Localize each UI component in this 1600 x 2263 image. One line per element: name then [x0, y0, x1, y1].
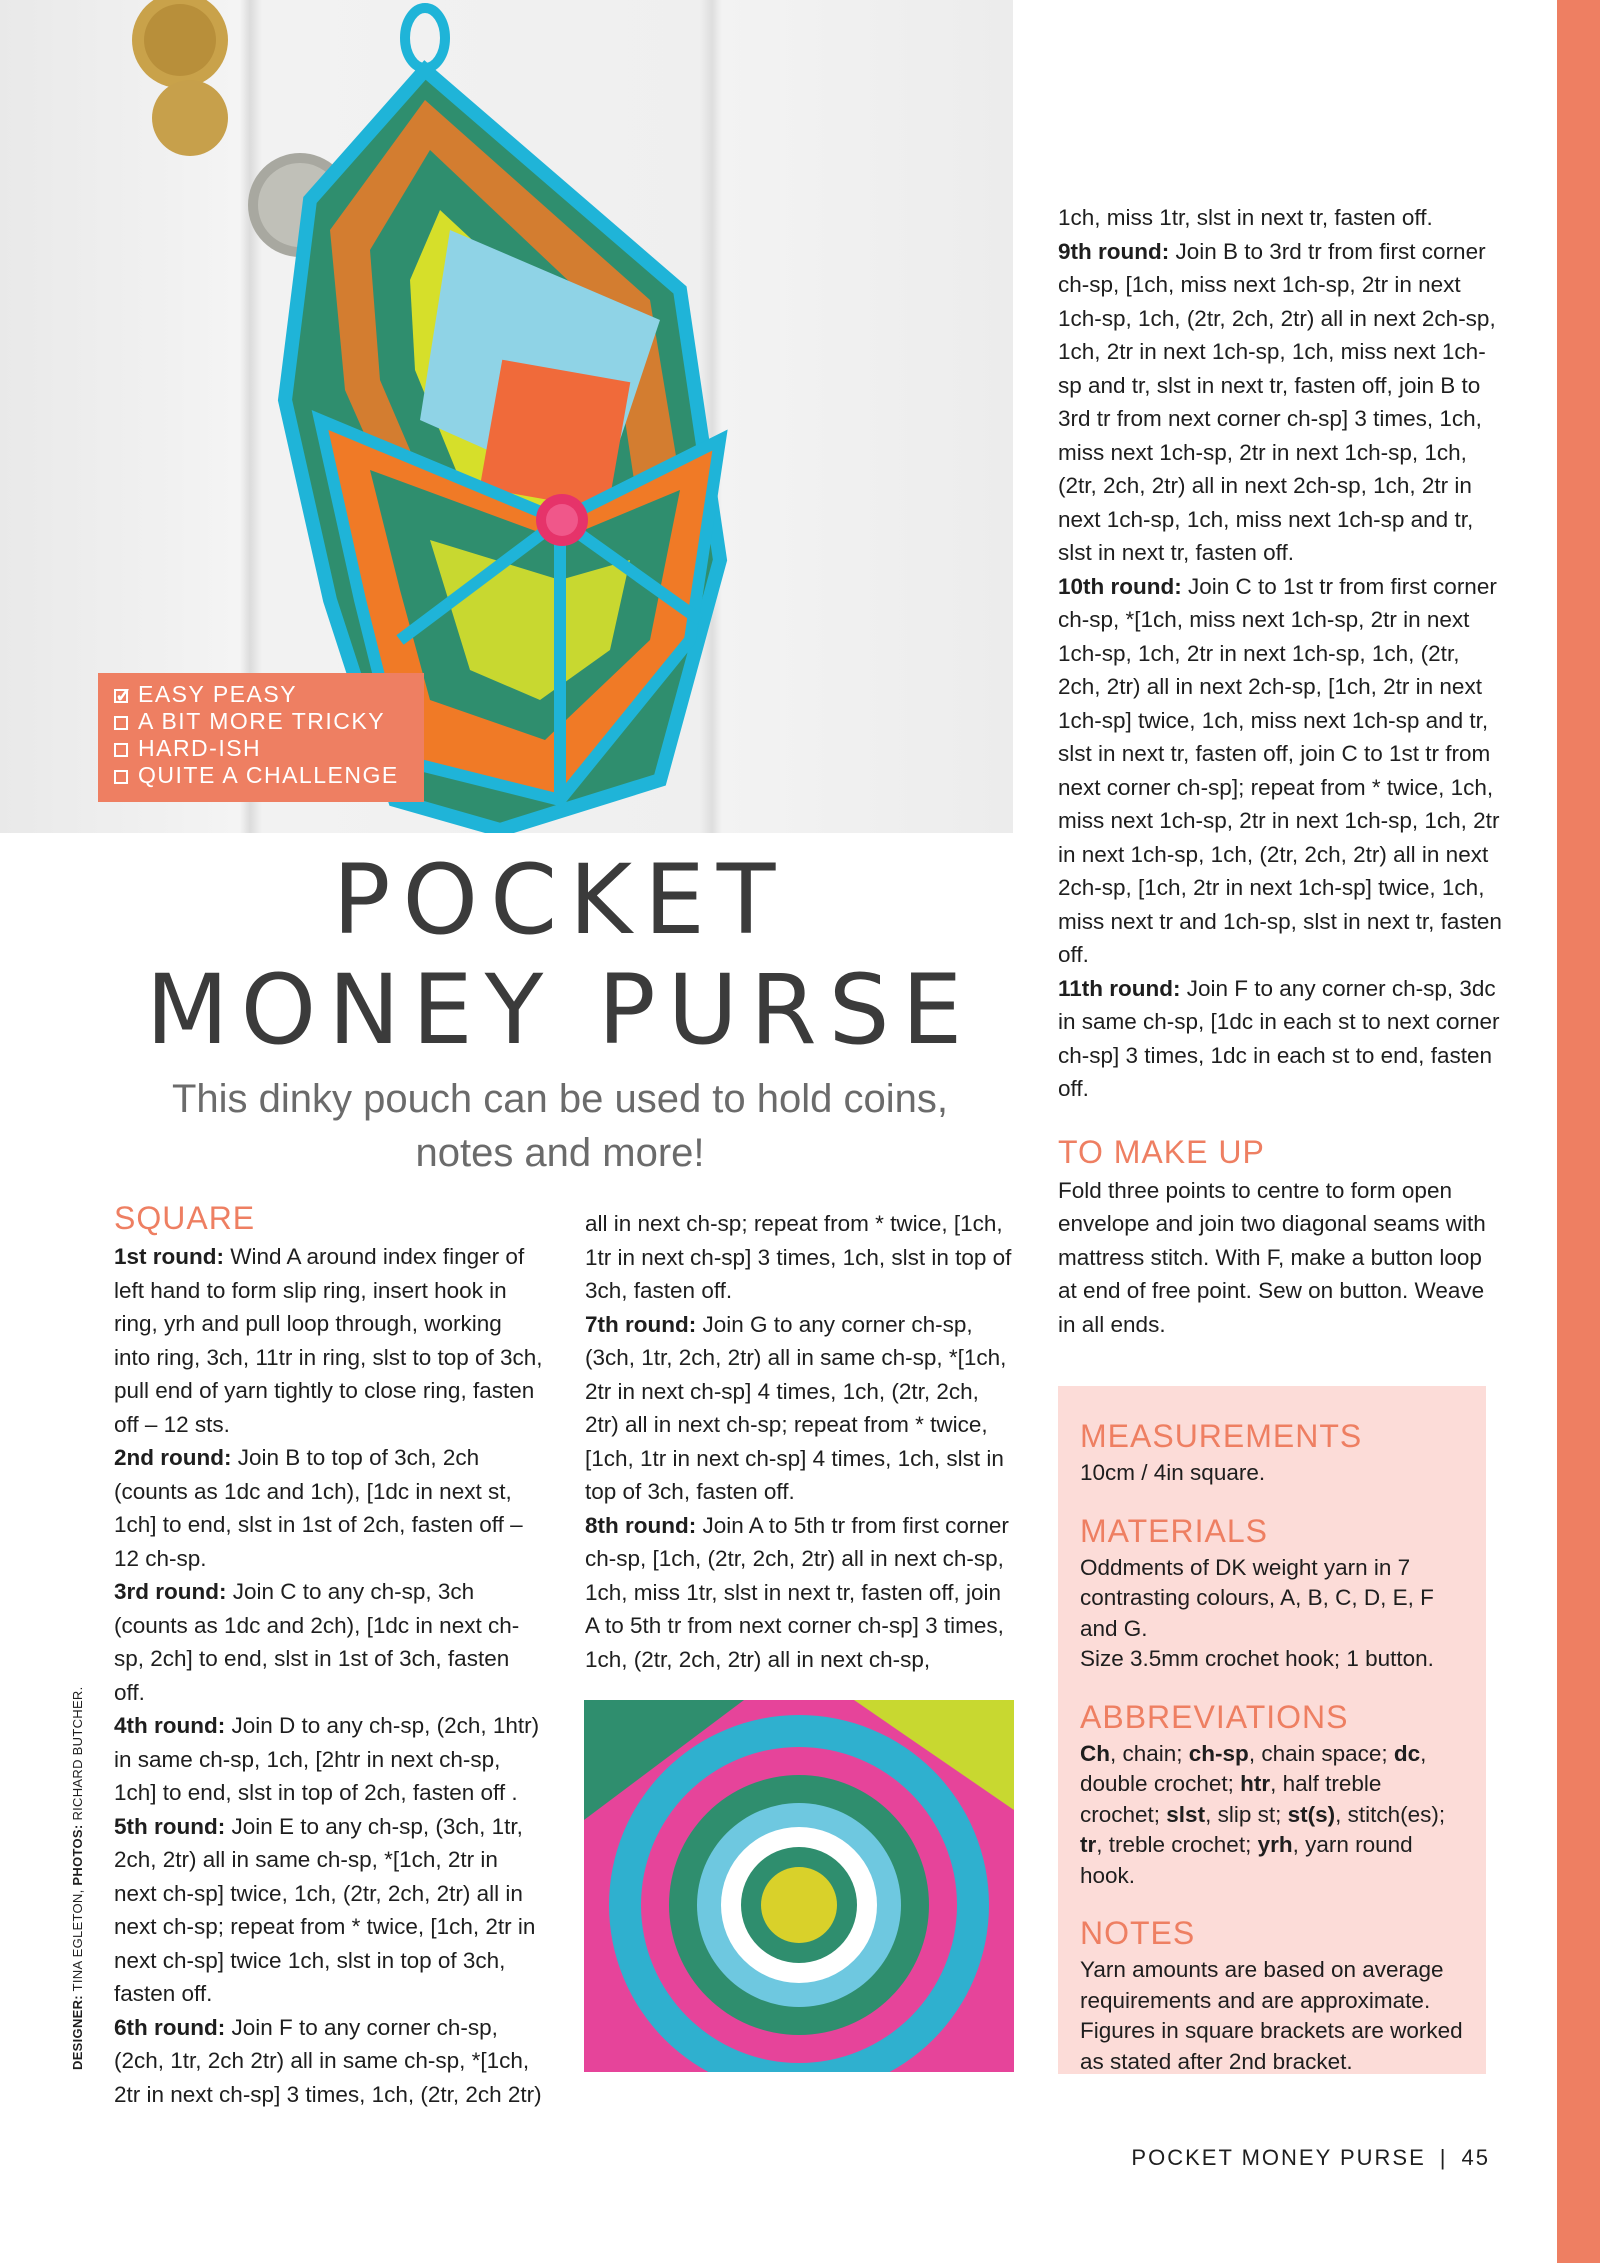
round-6: 6th round: Join F to any corner ch-sp, (2ch, 1tr, 2ch 2tr) all in same ch-sp, *[1ch, 2tr in next ch-sp] 3 times, 1ch, (2tr, 2ch 2tr) [114, 2014, 542, 2107]
round-4: 4th round: Join D to any ch-sp, (2ch, 1htr) in same ch-sp, 1ch, [2htr in next ch-sp, 1ch] to end, slst in top of 2ch, fasten off . [114, 1713, 540, 1805]
empty-box-icon [114, 743, 128, 757]
page-number: 45 [1461, 2145, 1490, 2170]
coin-icon [152, 80, 228, 156]
notes-heading: NOTES [1080, 1915, 1196, 1951]
accent-side-bar [1557, 0, 1600, 2263]
pattern-column-3 [1058, 201, 1503, 1341]
page-title-line-2: MONEY PURSE [145, 954, 975, 1066]
info-box [1058, 1386, 1486, 2074]
round-2: 2nd round: Join B to top of 3ch, 2ch (counts as 1dc and 1ch), [1dc in next st, 1ch] to end, slst in 1st of 2ch, fasten off – 12 ch-sp. [114, 1445, 523, 1571]
empty-box-icon [114, 770, 128, 784]
square-heading: SQUARE [114, 1200, 256, 1236]
pattern-column-2 [585, 1207, 1015, 1676]
abbreviations-text: Ch, chain; ch-sp, chain space; dc, double crochet; htr, half treble crochet; slst, slip st; st(s), stitch(es); tr, treble crochet; yrh, yarn round hook. [1080, 1740, 1446, 1888]
difficulty-box [98, 673, 424, 802]
credits: DESIGNER: TINA EGLETON, PHOTOS: RICHARD BUTCHER. [70, 1686, 85, 2070]
round-7: 7th round: Join G to any corner ch-sp, (3ch, 1tr, 2ch, 2tr) all in same ch-sp, *[1ch, 2tr in next ch-sp] 4 times, 1ch, (2tr, 2ch, 2tr) all in next ch-sp; repeat from * twice, [1ch, 1tr in next ch-sp] 4 times, 1ch, slst in top of 3ch, fasten off. [585, 1311, 1007, 1504]
materials-heading: MATERIALS [1080, 1512, 1268, 1549]
hero-photo [0, 0, 1013, 833]
abbreviations-heading: ABBREVIATIONS [1080, 1698, 1349, 1735]
footer-separator: | [1439, 2145, 1448, 2170]
measurements-text: 10cm / 4in square. [1080, 1460, 1266, 1485]
page-title-line-1: POCKET [332, 844, 788, 956]
measurements-heading: MEASUREMENTS [1080, 1418, 1363, 1454]
round-6-continued: all in next ch-sp; repeat from * twice, [1ch, 1tr in next ch-sp] 3 times, 1ch, slst in top of 3ch, fasten off. [585, 1211, 1012, 1303]
round-1: 1st round: Wind A around index finger of left hand to form slip ring, insert hook in ring, yrh and pull loop through, working into ring, 3ch, 11tr in ring, slst to top of 3ch, pull end of yarn tightly to close ring, fasten off – 12 sts. [114, 1244, 543, 1437]
difficulty-item-bit-more-tricky: A BIT MORE TRICKY [114, 708, 424, 735]
round-10: 10th round: Join C to 1st tr from first corner ch-sp, *[1ch, miss next 1ch-sp, 2tr in next 1ch-sp, 1ch, 2tr in next 1ch-sp, 1ch, (2tr, 2ch, 2tr) all in next 2ch-sp, [1ch, 2tr in next 1ch-sp] twice, 1ch, miss next 1ch-sp and tr, slst in next tr, fasten off, join C to 1st tr from next corner ch-sp]; repeat from * twice, 1ch, miss next 1ch-sp, 2tr in next 1ch-sp, 1ch, 2tr in next 1ch-sp, 1ch, (2tr, 2ch, 2tr) all in next 2ch-sp, [1ch, 2tr in next 1ch-sp] twice, 1ch, miss next tr and 1ch-sp, slst in next tr, fasten off. [1058, 573, 1502, 967]
round-8-continued: 1ch, miss 1tr, slst in next tr, fasten off. [1058, 205, 1433, 230]
difficulty-item-quite-a-challenge: QUITE A CHALLENGE [114, 762, 424, 789]
materials-text: Oddments of DK weight yarn in 7 contrasting colours, A, B, C, D, E, F and G. Size 3.5mm crochet hook; 1 button. [1080, 1554, 1434, 1671]
notes-text: Yarn amounts are based on average requirements and are approximate. Figures in square brackets are worked as stated after 2nd bracket. [1080, 1957, 1463, 2074]
page-footer [1100, 2145, 1490, 2171]
round-5: 5th round: Join E to any ch-sp, (3ch, 1tr, 2ch, 2tr) all in same ch-sp, *[1ch, 2tr in next ch-sp] twice, 1ch, (2tr, 2ch, 2tr) all in next ch-sp; repeat from * twice, [1ch, 2tr in next ch-sp] twice 1ch, slst in top of 3ch, fasten off. [114, 1813, 536, 2006]
checked-box-icon [114, 689, 128, 703]
difficulty-item-hard-ish: HARD-ISH [114, 735, 424, 762]
empty-box-icon [114, 716, 128, 730]
round-8: 8th round: Join A to 5th tr from first corner ch-sp, [1ch, (2tr, 2ch, 2tr) all in next ch-sp, 1ch, miss 1tr, slst in next tr, fasten off, join A to 5th tr from next corner ch-sp] 3 times, 1ch, (2tr, 2ch, 2tr) all in next ch-sp, [585, 1512, 1009, 1672]
make-up-heading: TO MAKE UP [1058, 1133, 1265, 1170]
make-up-text: Fold three points to centre to form open envelope and join two diagonal seams with mattress stitch. With F, make a button loop at end of free point. Sew on button. Weave in all ends. [1058, 1177, 1486, 1337]
difficulty-item-easy-peasy: ✓EASY PEASY [114, 681, 424, 708]
subtitle: This dinky pouch can be used to hold coins, notes and more! [171, 1077, 949, 1175]
round-11: 11th round: Join F to any corner ch-sp, 3dc in same ch-sp, [1dc in each st to next corner ch-sp] 3 times, 1dc in each st to end, fasten off. [1058, 975, 1500, 1101]
footer-title: POCKET MONEY PURSE [1131, 2145, 1426, 2170]
pattern-column-1 [114, 1198, 544, 2111]
granny-square-illustration [584, 1700, 1014, 2072]
round-3: 3rd round: Join C to any ch-sp, 3ch (counts as 1dc and 2ch), [1dc in next ch-sp, 2ch] to end, slst in 1st of 3ch, fasten off. [114, 1579, 520, 1705]
round-9: 9th round: Join B to 3rd tr from first corner ch-sp, [1ch, miss next 1ch-sp, 2tr in next 1ch-sp, 1ch, (2tr, 2ch, 2tr) all in next 2ch-sp, 1ch, 2tr in next 1ch-sp, 1ch, miss next 1ch-sp and tr, slst in next tr, fasten off, join B to 3rd tr from next corner ch-sp] 3 times, 1ch, miss next 1ch-sp, 2tr in next 1ch-sp, 1ch, (2tr, 2ch, 2tr) all in next 2ch-sp, 1ch, 2tr in next 1ch-sp, 1ch, miss next 1ch-sp and tr, slst in next tr, fasten off. [1058, 238, 1496, 565]
granny-square-photo [584, 1700, 1014, 2072]
